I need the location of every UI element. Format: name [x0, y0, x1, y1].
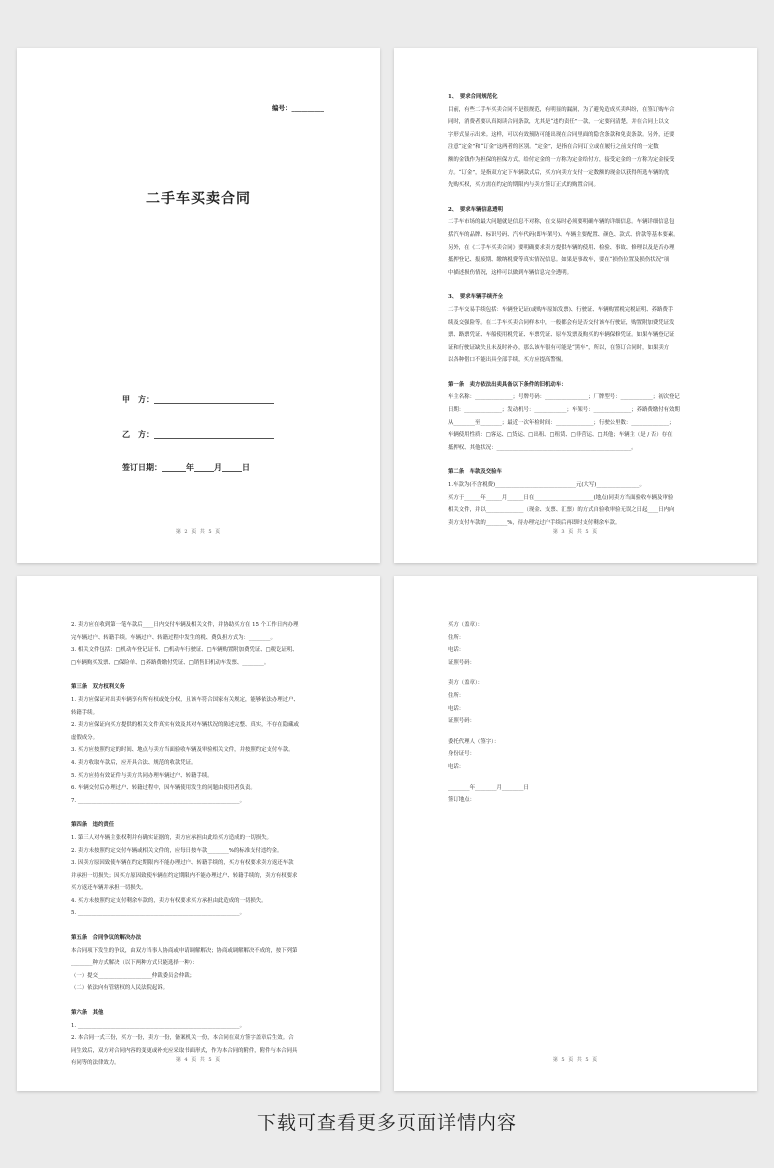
section-heading: 第六条 其他 — [71, 1010, 104, 1017]
document-page-3 — [394, 48, 757, 563]
text-line: 住所： — [448, 692, 465, 699]
section-heading: 2、 要求车辆信息透明 — [448, 206, 503, 213]
contract-number: 编号：__________ — [272, 104, 324, 112]
text-line: 从________至________；最近一次年检时间：______________；行驶公里数：______________； — [448, 419, 675, 426]
text-line: 1. 第三人对车辆主张权利并有确实证据的，卖方应承担由此给买方造成的一切损失。 — [71, 834, 272, 841]
paragraph-gap — [448, 774, 717, 782]
text-line: 并承担一切损失；因买方原因致使车辆在约定期限内不能办理过户、转籍手续的，卖方有权要求 — [71, 872, 298, 879]
text-line: （二）依法向有管辖权的人民法院起诉。 — [71, 985, 169, 992]
text-line: 同生效后，双方对合同内容的变更或补充应采取书面形式，作为本合同的附件，附件与本合同具 — [71, 1047, 298, 1054]
text-line: 票、路票凭证、车船使用税凭证、车票凭证、原车发票及购买的车辆保修凭证。如果车辆登记证 — [448, 332, 675, 339]
text-line: 续及交强险等。在二手车买卖合同样本中，一般都会有是否交付该车行驶证，购置附加费凭证发 — [448, 319, 675, 326]
text-line: □车辆购买发票、□保险单、□养路费缴付凭证、□销售旧机动车发票、________。 — [71, 659, 270, 666]
section-heading: 第二条 车款及交验车 — [448, 469, 502, 476]
text-line: 买方于______年______月______日在______________________(地点)同卖方当面验收车辆及审验 — [448, 494, 674, 501]
text-line: 卖方支付车款的________%，待办理完过户手续后再即时支付剩余车款。 — [448, 519, 621, 526]
text-line: 本合同项下发生的争议，由双方当事人协商或申请调解解决；协商或调解解决不成的，按下列第 — [71, 947, 298, 954]
text-line: 买方返还车辆并承担一切损失。 — [71, 885, 147, 892]
text-line: 字形式显示出来。这样，可以有效预防可能出现在合同里面的隐含条款和免责条款。另外，还要 — [448, 131, 675, 138]
text-line: 电话： — [448, 705, 465, 712]
text-line: 以各种借口不能出具全部手续，买方应提高警惕。 — [448, 357, 567, 364]
text-line: 另外，在《二手车买卖合同》要明确要求卖方提供车辆的使用、检验、事故、修理以及是否办理 — [448, 244, 675, 251]
text-line: 电话： — [448, 647, 465, 654]
page-body — [448, 619, 717, 807]
text-line: 5. 买方应持有效证件与卖方共同办理车辆过户、转籍手续。 — [71, 772, 213, 779]
section-heading: 第一条 卖方依法出卖具备以下条件的旧机动车： — [448, 381, 567, 388]
text-line: 2. 卖方应在收到第一笔车款后____日内交付车辆及相关文件，并协助买方在 15 个工作日内办理 — [71, 622, 299, 628]
section-heading: 第五条 合同争议的解决办法 — [71, 935, 142, 942]
text-line: 委托代理人（签字）： — [448, 738, 500, 745]
text-line: ________种方式解决（以下两种方式只能选择一种）： — [71, 960, 198, 967]
text-line: 3. 买方应按照约定的时间、地点与卖方当面验收车辆及审验相关文件，并按照约定支付车款。 — [71, 747, 294, 754]
page-body — [448, 91, 717, 529]
text-line: ________年________月________日 — [448, 784, 529, 791]
text-line: 额的金钱作为担保的担保方式，给付定金的一方称为定金给付方，接受定金的一方称为定金接受 — [448, 156, 675, 163]
text-line: 抵押权、其他状况：__________________________________________________。 — [448, 444, 637, 451]
text-line: 身份证号： — [448, 751, 475, 758]
paragraph-gap — [448, 279, 717, 287]
section-heading: 3、 要求车辆手续齐全 — [448, 294, 503, 301]
text-line: 卖方（盖章）： — [448, 680, 484, 687]
section-heading: 1、 要求合同规范化 — [448, 94, 498, 100]
text-line: 二手车市场的最大问题就是信息不对称，在交易时必须要明确车辆的详细信息。车辆详细信息包 — [448, 219, 675, 226]
text-line: 6. 车辆交付后办理过户、转籍过程中，因车辆使用发生的问题由使用者负责。 — [71, 785, 256, 792]
text-line: 转籍手续。 — [71, 709, 98, 716]
text-line: 注意“定金”和“订金”这两者的区别。“定金”，是指在合同订立或在履行之前支付的一定数 — [448, 144, 659, 151]
text-line: 签订地点： — [448, 797, 475, 804]
text-line: 车辆使用性质：□客运、□货运、□出租、□租赁、□非营运、□其他；车辆主（是 / 否）存在 — [448, 432, 673, 439]
paragraph-gap — [71, 920, 340, 928]
section-heading: 第三条 双方权利义务 — [71, 684, 125, 691]
text-line: 5. ____________________________________________________________。 — [71, 910, 245, 917]
text-line: 4. 买方未按照约定支付剩余车款的，卖方有权要求买方承担由此造成的一切损失。 — [71, 897, 267, 904]
text-line: 1.车款为(不含税费)______________________________元(大写)________________。 — [448, 482, 645, 489]
party-b-line: 乙 方：______________________________ — [122, 429, 274, 439]
text-line: 中描述损伤情况，这样可以做到车辆信息完全透明。 — [448, 269, 572, 276]
text-line: 7. ____________________________________________________________。 — [71, 797, 245, 804]
page-footer: 第 2 页 共 5 页 — [175, 529, 222, 535]
text-line: 买方（盖章）： — [448, 622, 484, 628]
text-line: 1. ____________________________________________________________。 — [71, 1022, 245, 1029]
party-a-line: 甲 方：______________________________ — [122, 394, 274, 404]
text-line: 3. 相关文件包括：□机动车登记证书、□机动车行驶证、□车辆购置附加费凭证、□税讫证明、 — [71, 647, 298, 654]
text-line: 车主名称：______________；号牌号码：________________；厂牌型号：____________；初次登记 — [448, 394, 680, 401]
text-line: 住所： — [448, 634, 465, 641]
text-line: 证和行驶证缺失且未及时补办，那么该车很有可能是“黑车”，所以，在签订合同时，如果卖方 — [448, 344, 670, 351]
paragraph-gap — [448, 454, 717, 462]
paragraph-gap — [71, 807, 340, 815]
text-line: 证照号码： — [448, 718, 475, 725]
text-line: （一）提交____________________仲裁委员会仲裁； — [71, 972, 195, 979]
text-line: 电话： — [448, 763, 465, 770]
download-caption: 下载可查看更多页面详情内容 — [256, 1112, 517, 1134]
text-line: 虚假成分。 — [71, 734, 98, 741]
page-footer: 第 5 页 共 5 页 — [552, 1057, 599, 1063]
text-line: 证照号码： — [448, 659, 475, 666]
paragraph-gap — [71, 669, 340, 677]
paragraph-gap — [448, 367, 717, 375]
text-line: 3. 因卖方原因致使车辆在约定期限内不能办理过户、转籍手续的，买方有权要求卖方返还车款 — [71, 860, 294, 867]
sign-date-line: 签订日期：______年_____月_____日 — [122, 462, 250, 472]
text-line: 1. 卖方应保证对出卖车辆享有所有权或处分权，且该车符合国家有关规定，能够依法办理过户、 — [71, 696, 299, 703]
text-line: 4. 卖方收取车款后，应开具合法、规范的收款凭证。 — [71, 759, 197, 766]
text-line: 2. 本合同一式三份，买方一份，卖方一份，备案机关一份，本合同在双方签字盖章后生效。合 — [71, 1035, 294, 1042]
text-line: 有同等的法律效力。 — [71, 1060, 120, 1067]
text-line: 2. 卖方未按照约定交付车辆或相关文件的，应每日按车款________%的标准支付违约金。 — [71, 847, 283, 854]
paragraph-gap — [71, 995, 340, 1003]
text-line: 目前，有些二手车买卖合同不是很规范，有明显的漏洞，为了避免造成买卖纠纷，在签订购车合 — [448, 106, 675, 113]
page-body — [71, 619, 340, 1070]
paragraph-gap — [448, 728, 717, 736]
text-line: 相关文件，并以______________（现金、支票、汇票）的方式自验收审验无误之日起____日内向 — [448, 507, 675, 514]
paragraph-gap — [448, 669, 717, 677]
page-footer: 第 4 页 共 5 页 — [175, 1057, 222, 1063]
text-line: 日期：______________；发动机号：____________；车架号：______________；养路费缴付有效期 — [448, 407, 680, 414]
section-heading: 第四条 违约责任 — [71, 822, 115, 829]
document-page-4 — [17, 576, 380, 1091]
text-line: 完车辆过户、转籍手续。车辆过户、转籍过程中发生的税、费负担方式为：________。 — [71, 634, 276, 641]
page-footer: 第 3 页 共 5 页 — [552, 529, 599, 535]
text-line: 同时，消费者要认真阅读合同条款，尤其是“违约责任”一款，一定要问清楚，并在合同上以文 — [448, 119, 670, 126]
paragraph-gap — [448, 192, 717, 200]
contract-title: 二手车买卖合同 — [146, 191, 251, 207]
document-page-5 — [394, 576, 757, 1091]
text-line: 先购买权，买方需在约定的期限内与卖方签订正式的购置合同。 — [448, 182, 599, 189]
text-line: 方。“订金”，是指双方定下车辆款式后，买方向卖方支付一定数额的现金以获得所选车辆的优 — [448, 169, 670, 176]
text-line: 括汽车的品牌、标识号码、汽车代码(即车架号)、车辆主要配置、颜色、款式、价款等基本要素。 — [448, 231, 679, 238]
text-line: 2. 卖方应保证向买方提供的相关文件真实有效及其对车辆状况的陈述完整、真实，不存在隐藏或 — [71, 722, 299, 729]
text-line: 二手车交易手续包括：车辆登记证(或购车原始发票)、行驶证、车辆购置税完税证明、养路费手 — [448, 306, 674, 313]
cover-page — [17, 48, 380, 563]
text-line: 抵押登记、报废期、缴纳税费等真实情况信息。如果是事故车，要在“损伤位置及损伤状况”项 — [448, 257, 670, 264]
